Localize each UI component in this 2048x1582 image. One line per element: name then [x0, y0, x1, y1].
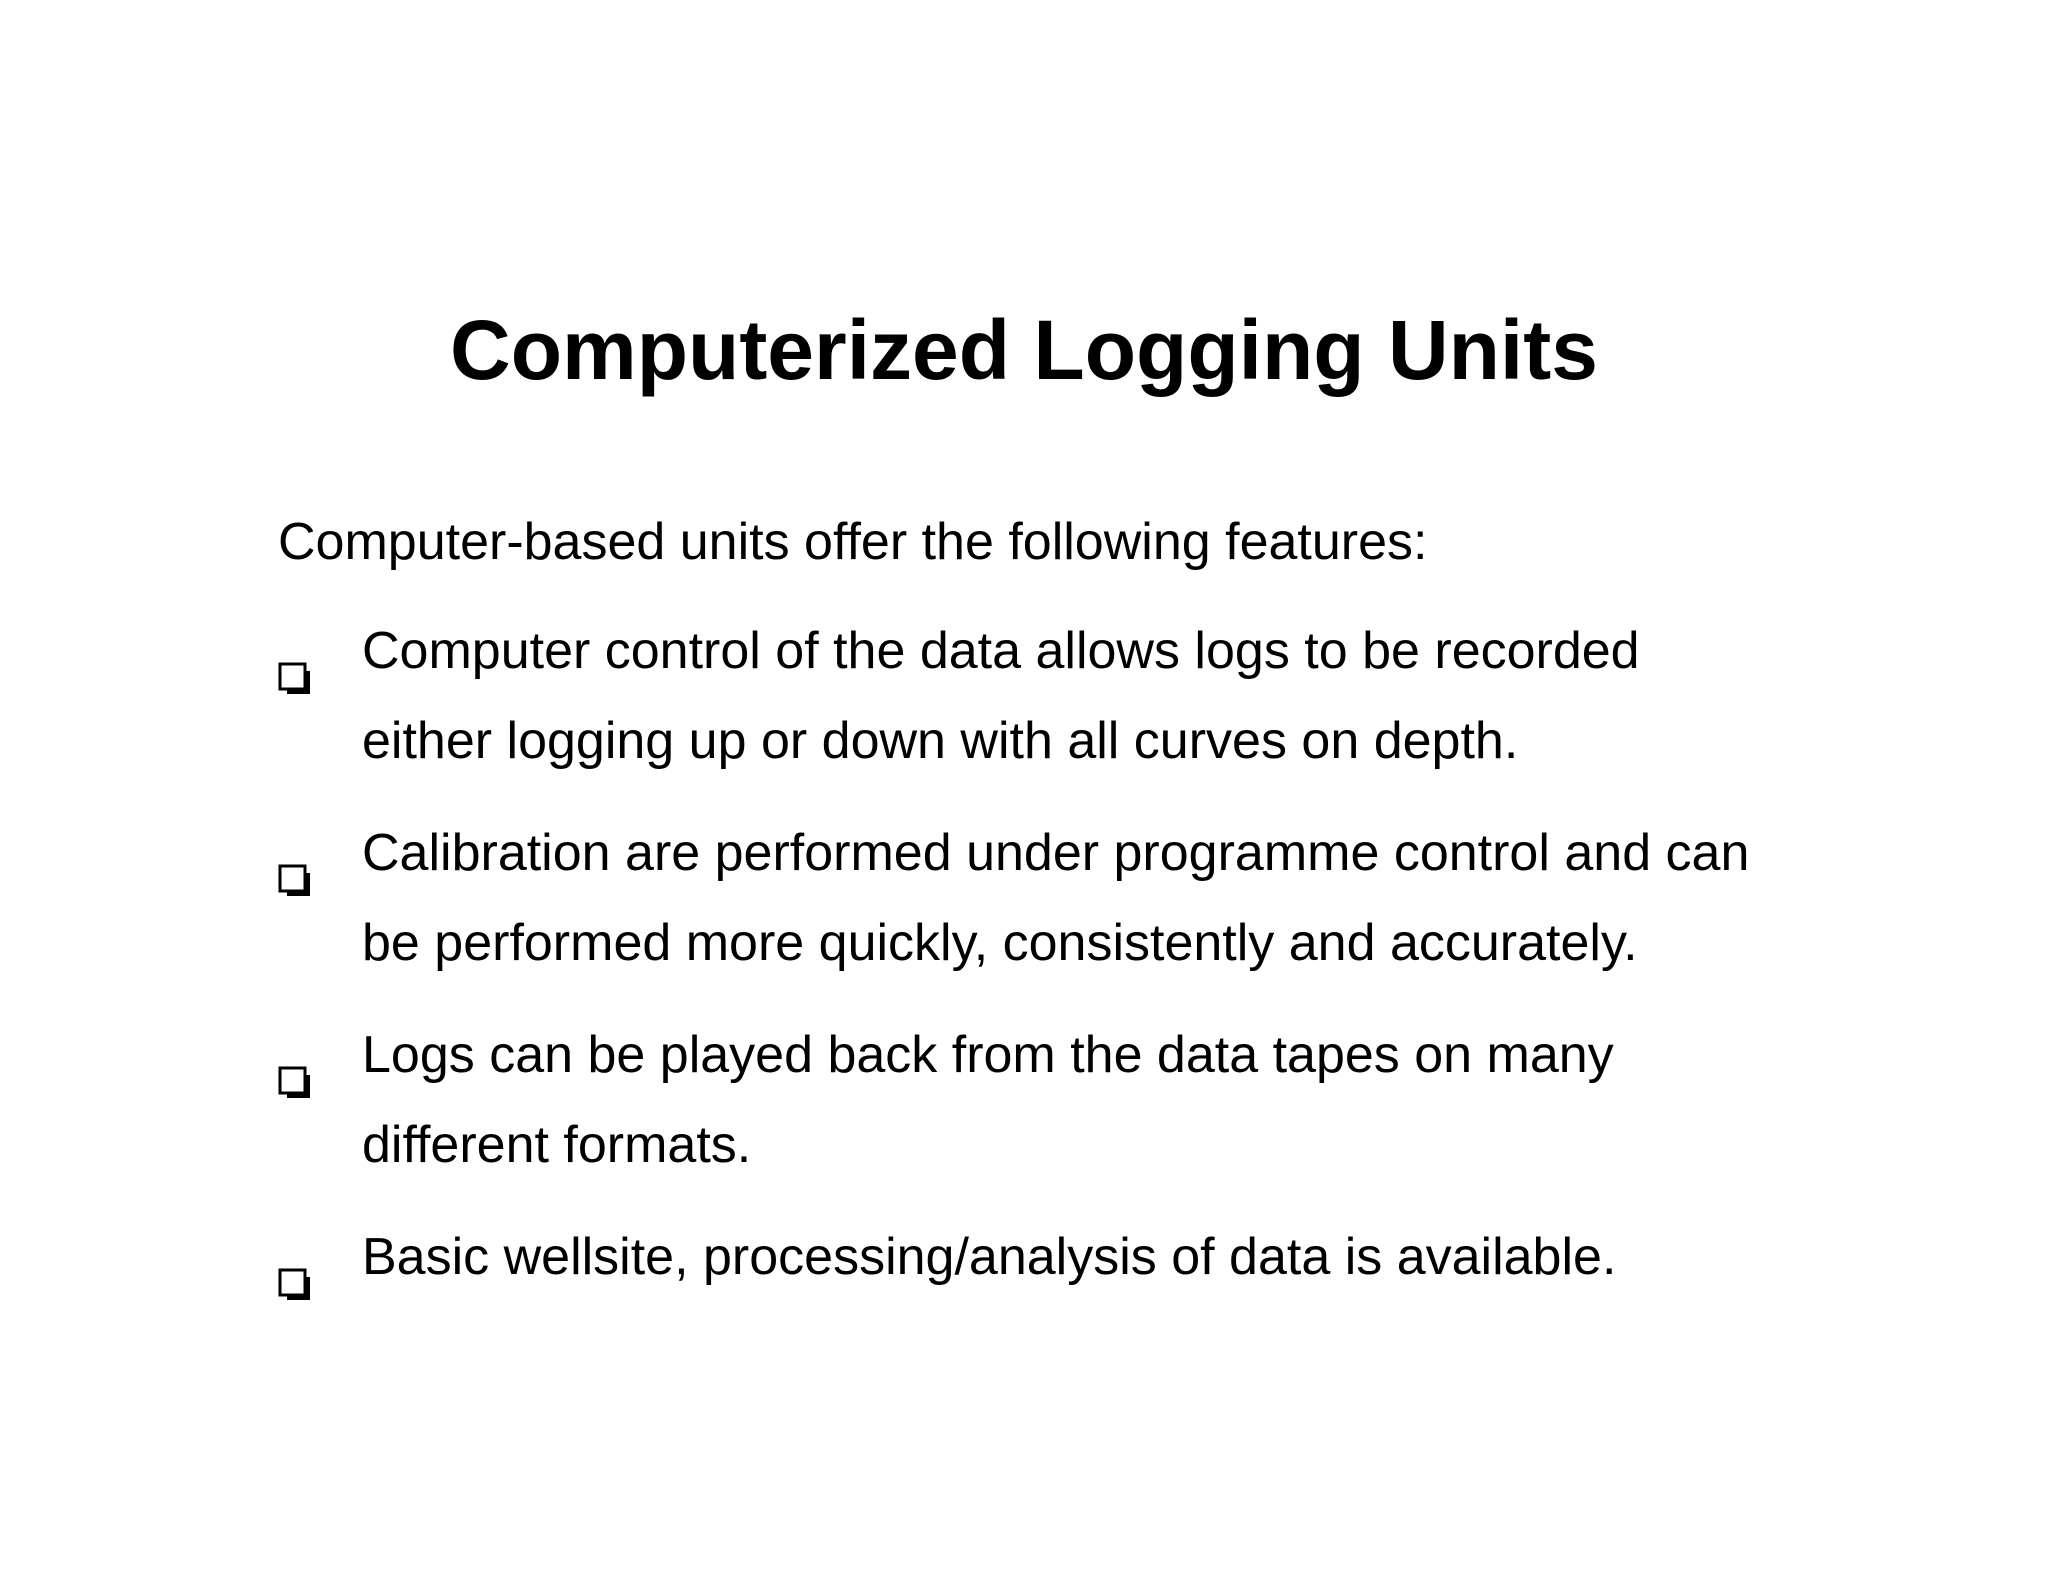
list-item-line: Basic wellsite, processing/analysis of data is available. — [362, 1228, 1617, 1286]
list-item — [278, 1212, 1838, 1302]
list-item-line: either logging up or down with all curves on depth. — [362, 712, 1519, 770]
list-item-line: Logs can be played back from the data tapes on many — [362, 1026, 1614, 1084]
checkbox-icon — [278, 634, 312, 668]
list-item-line: be performed more quickly, consistently and accurately. — [362, 914, 1638, 972]
list-item — [278, 606, 1838, 786]
checkbox-icon — [278, 1240, 312, 1274]
list-item-line: Computer control of the data allows logs to be recorded — [362, 622, 1640, 680]
list-item-line: different formats. — [362, 1116, 752, 1174]
slide-title: Computerized Logging Units — [450, 303, 1598, 397]
intro-text: Computer-based units offer the following features: — [278, 513, 1428, 571]
checkbox-icon — [278, 1038, 312, 1072]
list-item — [278, 808, 1838, 988]
feature-list — [278, 606, 1838, 1302]
list-item-line: Calibration are performed under programme control and can — [362, 824, 1750, 882]
checkbox-icon — [278, 836, 312, 870]
list-item — [278, 1010, 1838, 1190]
